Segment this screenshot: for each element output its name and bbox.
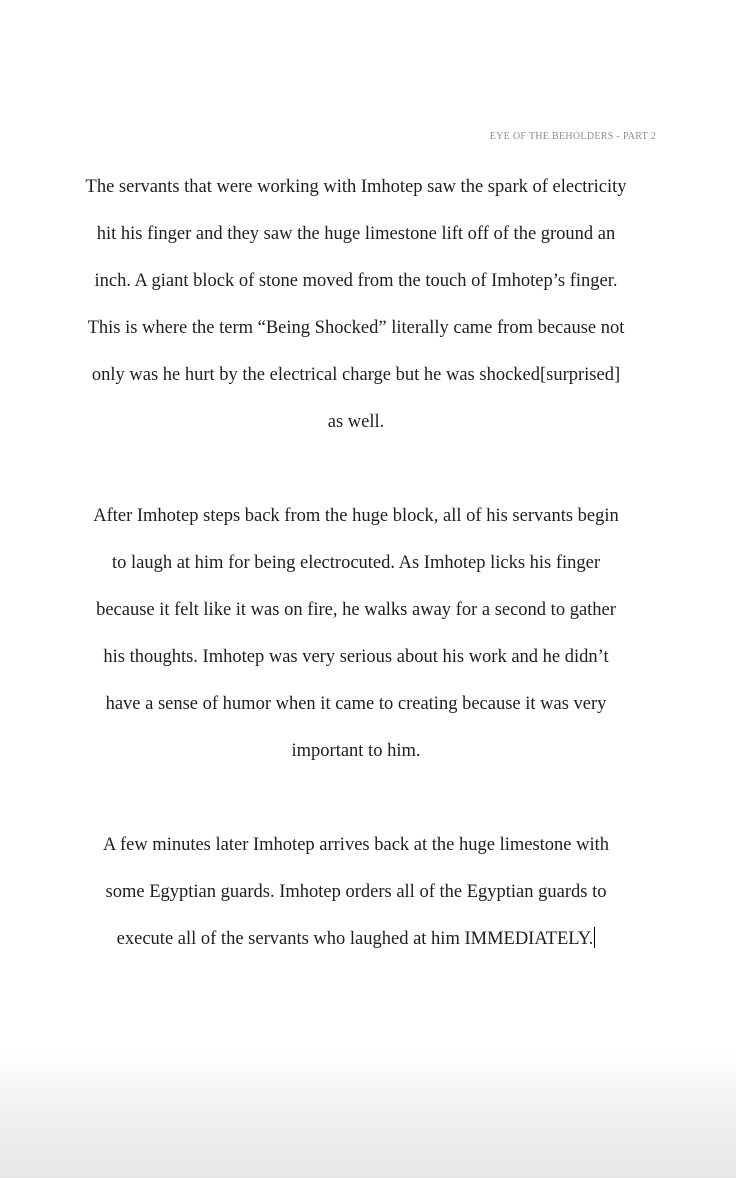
text-line: After Imhotep steps back from the huge block, all of his servants begin <box>93 506 619 526</box>
text-line: some Egyptian guards. Imhotep orders all of the Egyptian guards to <box>105 882 607 902</box>
text-line: inch. A giant block of stone moved from the touch of Imhotep’s finger. <box>94 271 618 291</box>
text-line: The servants that were working with Imhotep saw the spark of electricity <box>85 177 627 197</box>
text-line-content: execute all of the servants who laughed at him IMMEDIATELY. <box>116 929 594 949</box>
text-line: to laugh at him for being electrocuted. As Imhotep licks his finger <box>111 553 601 573</box>
text-cursor <box>594 927 595 948</box>
paragraph-2 <box>46 493 666 775</box>
text-line: This is where the term “Being Shocked” literally came from because not <box>87 318 625 338</box>
text-line: A few minutes later Imhotep arrives back at the huge limestone with <box>102 835 610 855</box>
text-line: have a sense of humor when it came to creating because it was very <box>105 694 607 714</box>
text-line: as well. <box>327 412 385 432</box>
paragraph-3 <box>46 822 666 963</box>
text-line: hit his finger and they saw the huge limestone lift off of the ground an <box>96 224 616 244</box>
document-body[interactable] <box>46 164 666 963</box>
text-line: because it felt like it was on fire, he walks away for a second to gather <box>96 600 616 620</box>
text-line: his thoughts. Imhotep was very serious about his work and he didn’t <box>103 647 609 667</box>
text-line: only was he hurt by the electrical charge but he was shocked[surprised] <box>91 365 621 385</box>
paragraph-1 <box>46 164 666 446</box>
running-header: EYE OF THE BEHOLDERS - PART 2 <box>489 131 656 142</box>
text-line-last <box>46 916 666 963</box>
text-line: important to him. <box>291 741 421 761</box>
